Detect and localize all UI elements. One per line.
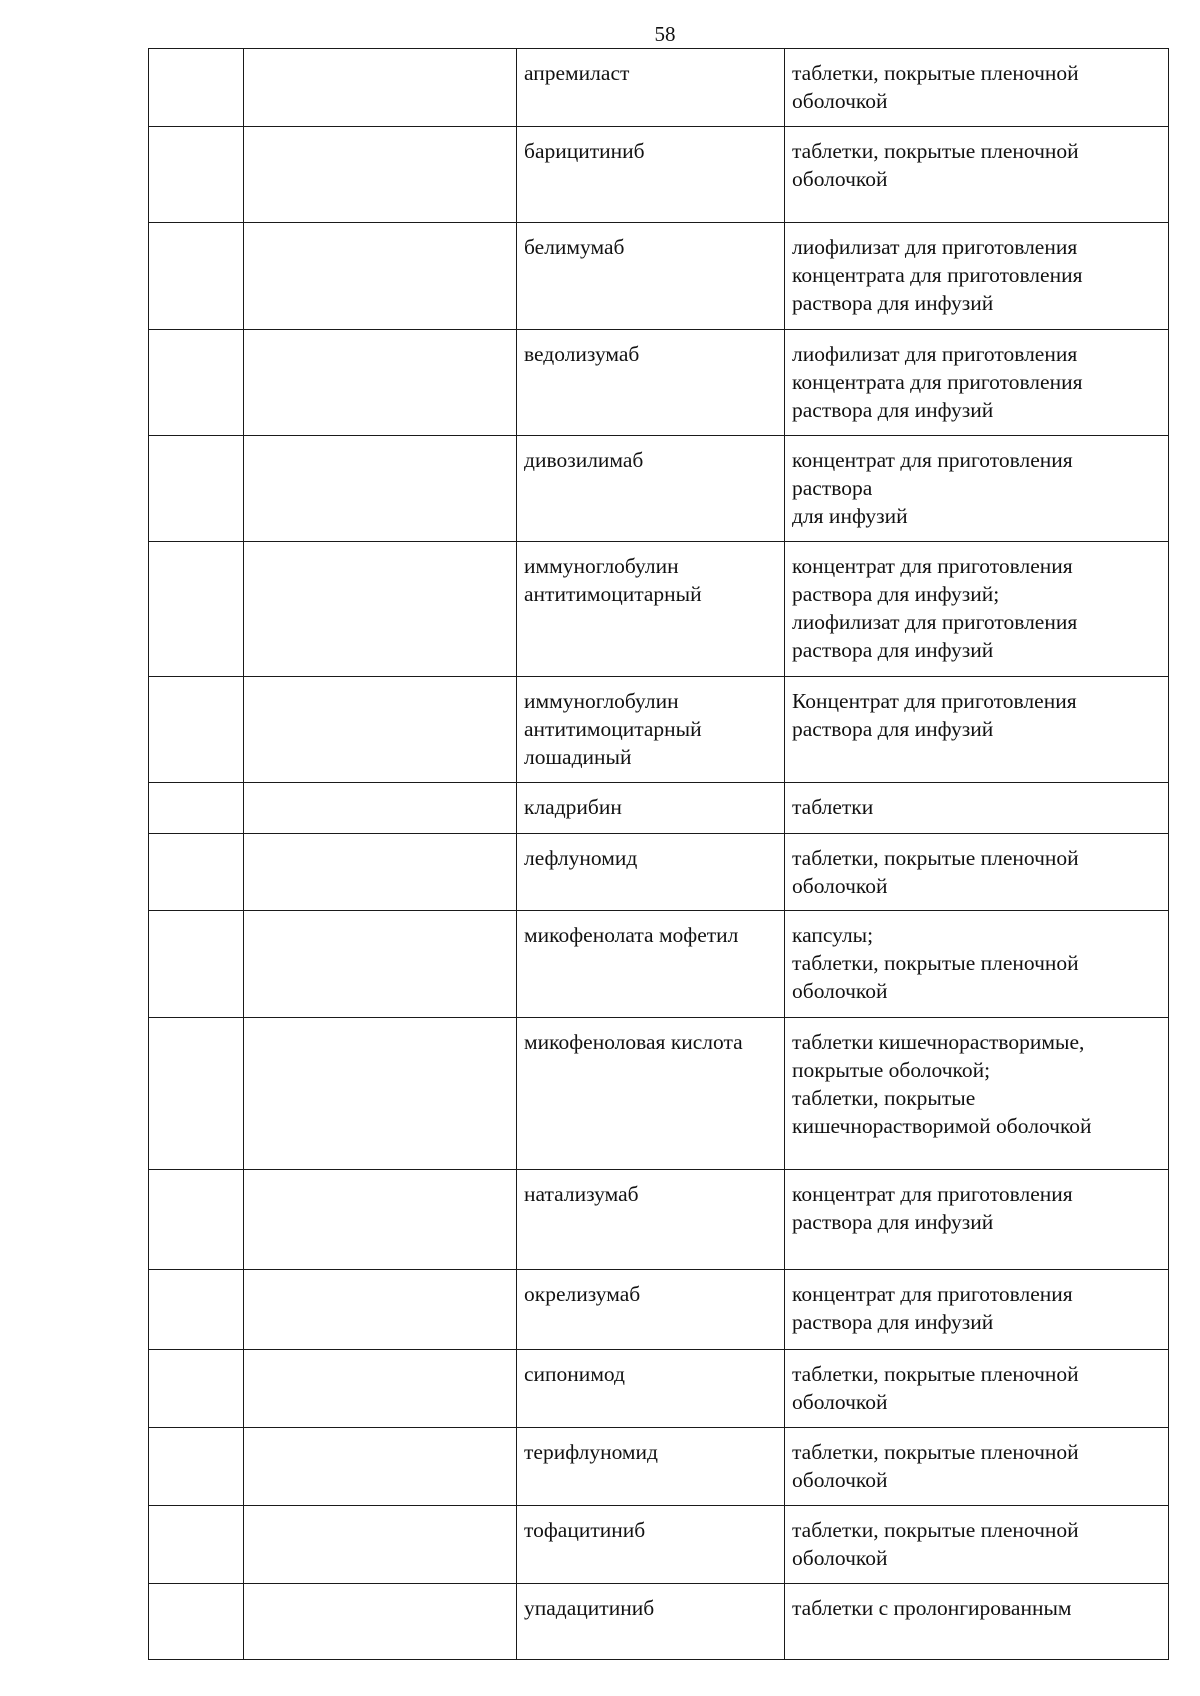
table-row <box>149 677 1169 783</box>
table-row <box>149 1506 1169 1584</box>
group-name-cell <box>244 1428 517 1506</box>
atc-code-cell <box>149 542 244 677</box>
dosage-form-cell: Концентрат для приготовления раствора для инфузий <box>785 677 1169 783</box>
group-name-cell <box>244 330 517 436</box>
atc-code-cell <box>149 1428 244 1506</box>
group-name-cell <box>244 49 517 127</box>
drug-name-cell: окрелизумаб <box>517 1270 785 1350</box>
drug-name-cell: тофацитиниб <box>517 1506 785 1584</box>
dosage-form-cell: таблетки <box>785 783 1169 834</box>
table-row <box>149 783 1169 834</box>
drug-name-cell: натализумаб <box>517 1170 785 1270</box>
table-row <box>149 1350 1169 1428</box>
drug-table-body <box>149 49 1169 1660</box>
drug-name-cell: кладрибин <box>517 783 785 834</box>
table-row <box>149 436 1169 542</box>
drug-name-cell: белимумаб <box>517 223 785 330</box>
drug-name-cell: сипонимод <box>517 1350 785 1428</box>
table-row <box>149 911 1169 1018</box>
drug-name-cell: барицитиниб <box>517 127 785 223</box>
dosage-form-cell: таблетки, покрытые пленочной оболочкой <box>785 1428 1169 1506</box>
atc-code-cell <box>149 1584 244 1660</box>
group-name-cell <box>244 223 517 330</box>
dosage-form-cell: таблетки, покрытые пленочной оболочкой <box>785 834 1169 911</box>
atc-code-cell <box>149 1506 244 1584</box>
dosage-form-cell: концентрат для приготовления раствора для инфузий <box>785 1270 1169 1350</box>
drug-name-cell: апремиласт <box>517 49 785 127</box>
dosage-form-cell: таблетки, покрытые пленочной оболочкой <box>785 1350 1169 1428</box>
atc-code-cell <box>149 223 244 330</box>
table-row <box>149 1170 1169 1270</box>
group-name-cell <box>244 1018 517 1170</box>
atc-code-cell <box>149 834 244 911</box>
table-row <box>149 1428 1169 1506</box>
group-name-cell <box>244 834 517 911</box>
table-row <box>149 834 1169 911</box>
group-name-cell <box>244 1270 517 1350</box>
group-name-cell <box>244 911 517 1018</box>
table-row <box>149 330 1169 436</box>
dosage-form-cell: таблетки, покрытые пленочной оболочкой <box>785 49 1169 127</box>
dosage-form-cell: лиофилизат для приготовления концентрата для приготовления раствора для инфузий <box>785 330 1169 436</box>
table-row <box>149 49 1169 127</box>
group-name-cell <box>244 783 517 834</box>
dosage-form-cell: концентрат для приготовления раствора для инфузий; лиофилизат для приготовления раствора для инфузий <box>785 542 1169 677</box>
drug-table <box>148 48 1169 1660</box>
group-name-cell <box>244 1506 517 1584</box>
drug-name-cell: иммуноглобулин антитимоцитарный <box>517 542 785 677</box>
page-number: 58 <box>654 22 676 46</box>
group-name-cell <box>244 1350 517 1428</box>
group-name-cell <box>244 436 517 542</box>
atc-code-cell <box>149 677 244 783</box>
drug-name-cell: микофенолата мофетил <box>517 911 785 1018</box>
drug-name-cell: микофеноловая кислота <box>517 1018 785 1170</box>
group-name-cell <box>244 542 517 677</box>
table-row <box>149 1584 1169 1660</box>
dosage-form-cell: таблетки, покрытые пленочной оболочкой <box>785 127 1169 223</box>
dosage-form-cell: лиофилизат для приготовления концентрата для приготовления раствора для инфузий <box>785 223 1169 330</box>
table-row <box>149 1018 1169 1170</box>
drug-name-cell: ведолизумаб <box>517 330 785 436</box>
dosage-form-cell: концентрат для приготовления раствора для инфузий <box>785 436 1169 542</box>
group-name-cell <box>244 1584 517 1660</box>
group-name-cell <box>244 1170 517 1270</box>
atc-code-cell <box>149 1350 244 1428</box>
atc-code-cell <box>149 1018 244 1170</box>
drug-name-cell: терифлуномид <box>517 1428 785 1506</box>
atc-code-cell <box>149 1170 244 1270</box>
table-row <box>149 542 1169 677</box>
drug-name-cell: лефлуномид <box>517 834 785 911</box>
atc-code-cell <box>149 127 244 223</box>
table-row <box>149 127 1169 223</box>
dosage-form-cell: концентрат для приготовления раствора для инфузий <box>785 1170 1169 1270</box>
group-name-cell <box>244 127 517 223</box>
atc-code-cell <box>149 436 244 542</box>
atc-code-cell <box>149 49 244 127</box>
dosage-form-cell: таблетки кишечнорастворимые, покрытые оболочкой; таблетки, покрытые кишечнорастворимой оболочкой <box>785 1018 1169 1170</box>
table-row <box>149 223 1169 330</box>
dosage-form-cell: капсулы; таблетки, покрытые пленочной оболочкой <box>785 911 1169 1018</box>
drug-name-cell: иммуноглобулин антитимоцитарный лошадиный <box>517 677 785 783</box>
group-name-cell <box>244 677 517 783</box>
drug-name-cell: упадацитиниб <box>517 1584 785 1660</box>
table-row <box>149 1270 1169 1350</box>
atc-code-cell <box>149 1270 244 1350</box>
atc-code-cell <box>149 911 244 1018</box>
atc-code-cell <box>149 330 244 436</box>
drug-name-cell: дивозилимаб <box>517 436 785 542</box>
dosage-form-cell: таблетки, покрытые пленочной оболочкой <box>785 1506 1169 1584</box>
dosage-form-cell: таблетки с пролонгированным <box>785 1584 1169 1660</box>
atc-code-cell <box>149 783 244 834</box>
